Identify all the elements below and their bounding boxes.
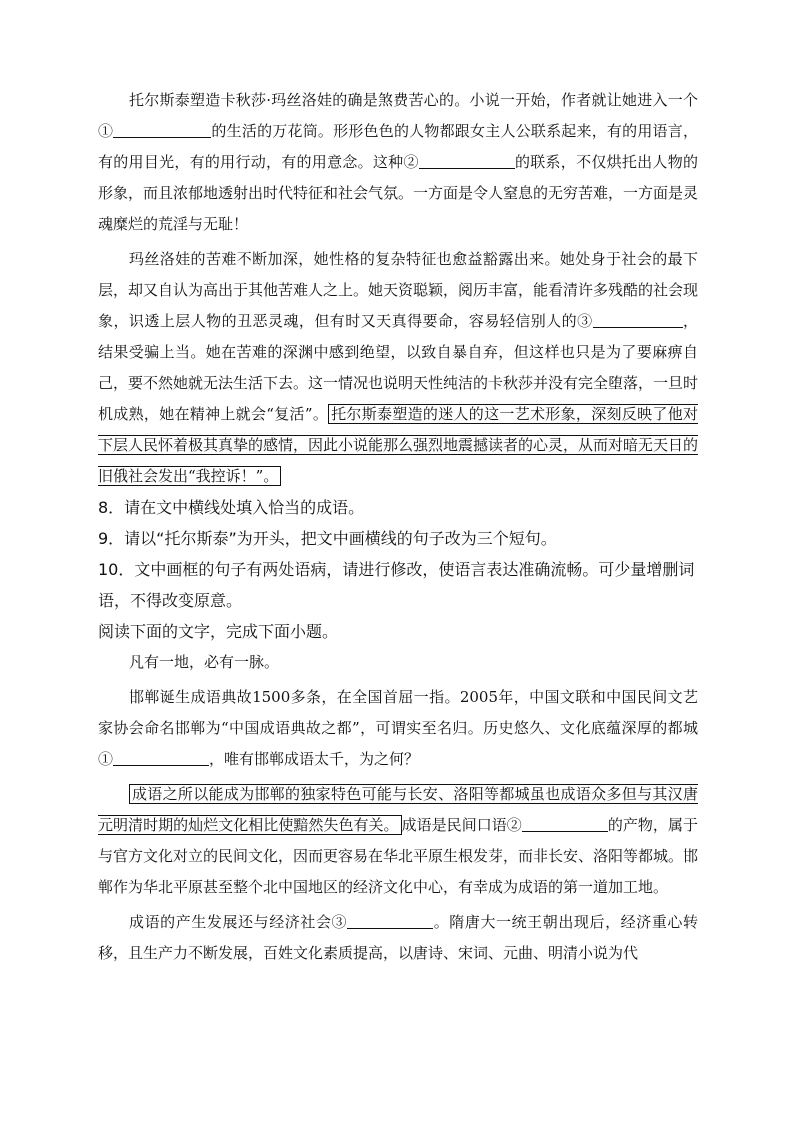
passage2-paragraph4 <box>98 907 698 969</box>
blank-3 <box>593 311 601 328</box>
blank-2 <box>419 152 515 169</box>
reading-instruction: 阅读下面的文字，完成下面小题。 <box>98 622 339 641</box>
text: 的产物，属于与官方文化对立的民间文化，因而更容易在华北平原生根发芽，而非长安、洛阳等都城。邯郸作为华北平原甚至整个北中国地区的经济文化中心，有幸成为成语的第一道加工地。 <box>98 816 699 896</box>
text: 。隋唐大一统王朝出现后，经济重心转移，且生产力不断发展，百姓文化素质提高，以唐诗、宋词、元曲、明清小说为代 <box>98 913 698 962</box>
blank-3 <box>347 912 433 929</box>
text: 邯郸诞生成语典故1500多条，在全国首屈一指。2005年，中国文联和中国民间文艺家协会命名邯郸为“中国成语典故之都”，可谓实至名归。历史悠久、文化底蕴深厚的都城① <box>98 688 698 768</box>
text: 的生活的万花筒。形形色色的人物都跟女主人公联系起来，有的用语言，有的用目光，有的用行动，有的用意念。这种② <box>98 122 698 171</box>
text: 成语是民间口语② <box>401 816 522 834</box>
text: ，唯有邯郸成语太千，为之何？ <box>209 750 420 768</box>
blank-2 <box>522 815 608 832</box>
blank-1 <box>113 121 211 138</box>
text: 托尔斯泰塑造卡秋莎·玛丝洛娃的确是煞费苦心的。小说一开始，作者就让她进入一个① <box>98 91 698 140</box>
text: 的联系，不仅烘托出人物的形象，而且浓郁地透射出时代特征和社会气氛。一方面是令人窒息的无穷苦难，一方面是灵魂糜烂的荒淫与无耻！ <box>98 153 699 233</box>
passage2-paragraph2 <box>98 682 698 775</box>
text: 成语的产生发展还与经济社会③ <box>129 913 348 931</box>
question-8: 8．请在文中横线处填入恰当的成语。 <box>98 498 365 517</box>
text: 玛丝洛娃的苦难不断加深，她性格的复杂特征也愈益豁露出来。她处身于社会的最下层，却又自认为高出于其他苦难人之上。她天资聪颖，阅历丰富，能看清许多残酷的社会现象，识透上层人物的丑恶灵魂，但有时又天真得要命，容易轻信别人的③ <box>98 250 699 330</box>
passage1-paragraph2 <box>98 244 698 492</box>
blank-1 <box>113 749 209 766</box>
question-10: 10．文中画框的句子有两处语病，请进行修改，使语言表达准确流畅。可少量增删词语，不得改变原意。 <box>98 560 695 610</box>
text: ，结果受骗上当。她在苦难的深渊中感到绝望，以致自暴自弃，但这样也只是为了要麻痹自己，要不然她就无法生活下去。这一情况也说明天性纯洁的卡秋莎并没有完全堕落，一旦时机成熟，她在精神上就会“复活”。 <box>98 312 699 423</box>
passage2-paragraph3 <box>98 779 698 903</box>
passage1-paragraph1 <box>98 85 698 240</box>
question-9: 9．请以“托尔斯泰”为开头，把文中画横线的句子改为三个短句。 <box>98 529 557 548</box>
boxed-sentence: 托尔斯泰塑造的迷人的这一艺术形象，深刻反映了他对下层人民怀着极其真挚的感情，因此小说能那么强烈地震撼读者的心灵，从而对暗无天日的旧俄社会发出“我控诉！”。 <box>98 405 699 485</box>
passage2-paragraph1: 凡有一地，必有一脉。 <box>129 653 280 671</box>
blank-3-cont <box>601 311 683 328</box>
boxed-sentence: 成语之所以能成为邯郸的独家特色可能与长安、洛阳等都城虽也成语众多但与其汉唐元明清时期的灿烂文化相比使黯然失色有关。 <box>98 785 698 834</box>
document-page <box>98 85 698 969</box>
